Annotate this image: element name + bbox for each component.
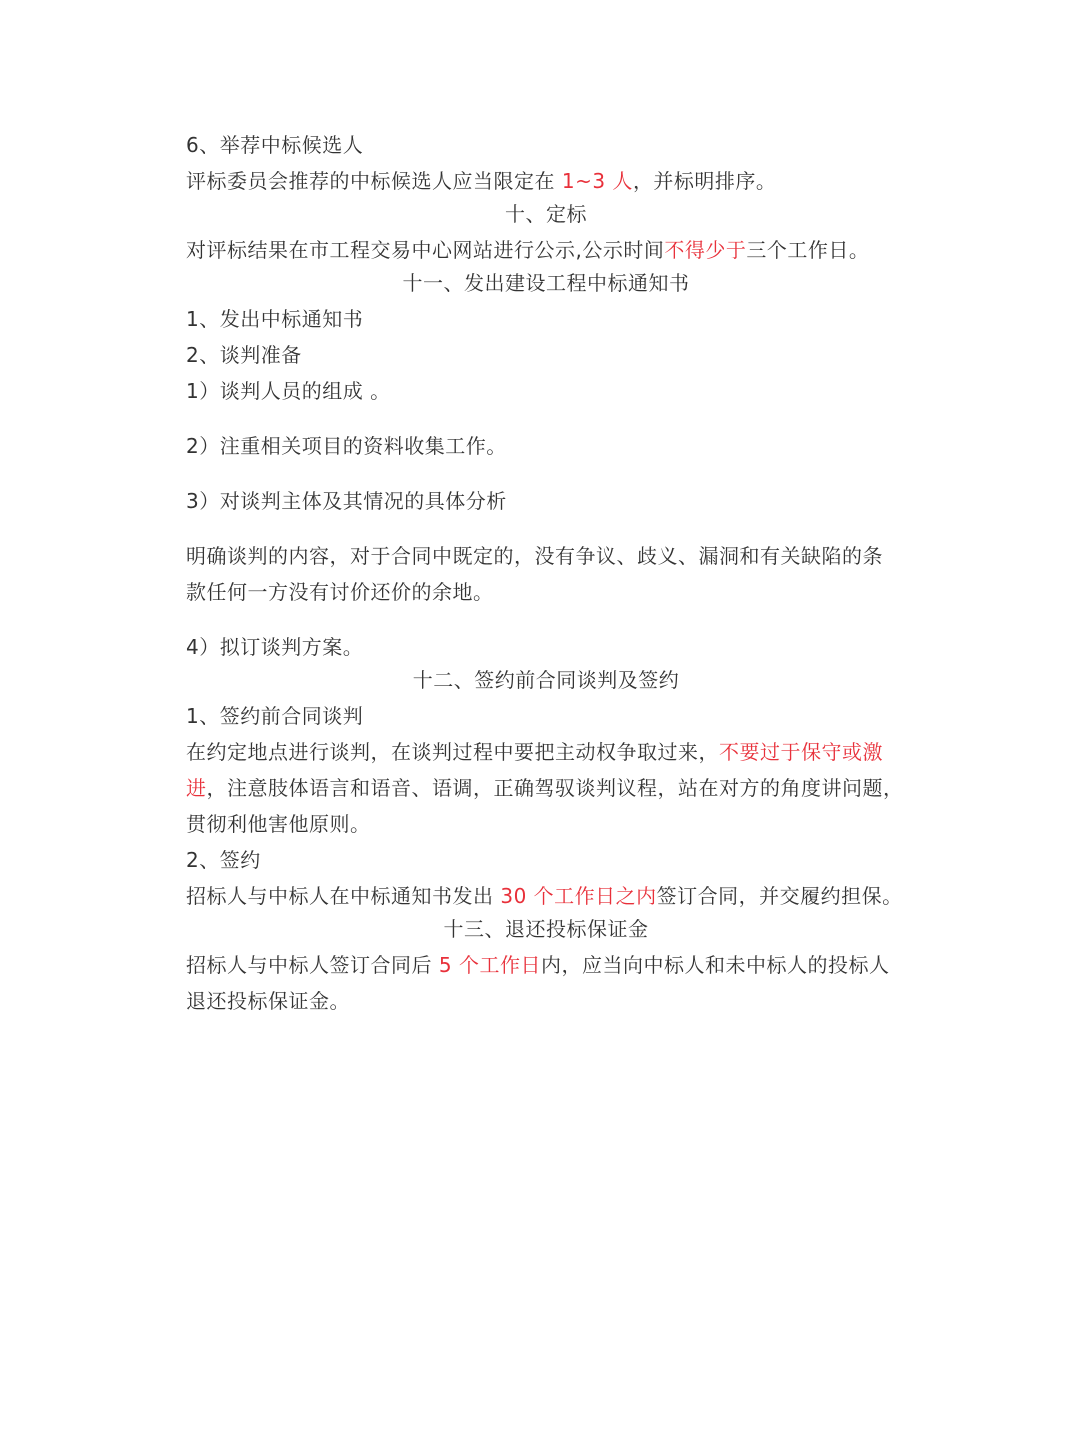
- section-10-title: 十、定标: [505, 202, 587, 226]
- section-12-body-text: 招标人与中标人在中标通知书发出: [186, 884, 501, 908]
- section-11-sub-1: 1）谈判人员的组成 。: [186, 379, 391, 403]
- section-11-paragraph-line-2: 款任何一方没有讨价还价的余地。: [186, 580, 494, 604]
- candidate-count-highlight: 1~3 人: [561, 169, 633, 193]
- section-12-paragraph-line-1: [186, 734, 906, 770]
- section-13-body-line-2: 退还投标保证金。: [186, 989, 350, 1013]
- section-10-body-text: 对评标结果在市工程交易中心网站进行公示,公示时间: [186, 238, 665, 262]
- section-10-body: [186, 232, 906, 268]
- publicity-period-highlight: 不得少于: [664, 238, 747, 262]
- negotiation-advice-highlight-end: 进: [186, 776, 207, 800]
- section-6-body-tail: ，并标明排序。: [632, 169, 777, 193]
- section-6-heading: 6、举荐中标候选人: [186, 133, 364, 157]
- section-11-title: 十一、发出建设工程中标通知书: [402, 271, 690, 295]
- section-13-body-text: 招标人与中标人签订合同后: [186, 953, 439, 977]
- section-11-item-1: 1、发出中标通知书: [186, 307, 364, 331]
- section-12-body: [186, 878, 906, 914]
- section-6-body-text: 评标委员会推荐的中标候选人应当限定在: [186, 169, 562, 193]
- section-13-body-line-1: [186, 947, 906, 983]
- section-10-body-tail: 三个工作日。: [746, 238, 870, 262]
- section-12-paragraph-line-2: [186, 770, 906, 806]
- section-11-sub-2: 2）注重相关项目的资料收集工作。: [186, 434, 507, 458]
- document-page: [186, 0, 906, 1440]
- section-12-paragraph-text: 在约定地点进行谈判，在谈判过程中要把主动权争取过来，: [186, 740, 719, 764]
- section-13-body-tail: 内，应当向中标人和未中标人的投标人: [540, 953, 890, 977]
- section-11-sub-3: 3）对谈判主体及其情况的具体分析: [186, 489, 507, 513]
- section-12-item-1: 1、签约前合同谈判: [186, 704, 364, 728]
- section-12-item-2: 2、签约: [186, 848, 261, 872]
- negotiation-advice-highlight: 不要过于保守或激: [719, 740, 883, 764]
- section-12-paragraph-line-3: 贯彻利他害他原则。: [186, 812, 371, 836]
- contract-deadline-highlight: 30 个工作日之内: [500, 884, 657, 908]
- section-6-body: [186, 163, 906, 199]
- section-12-body-tail: 签订合同，并交履约担保。: [656, 884, 903, 908]
- section-11-paragraph-line-1: 明确谈判的内容，对于合同中既定的，没有争议、歧义、漏洞和有关缺陷的条: [186, 544, 883, 568]
- section-11-item-2: 2、谈判准备: [186, 343, 302, 367]
- refund-deadline-highlight: 5 个工作日: [438, 953, 541, 977]
- section-12-title: 十二、签约前合同谈判及签约: [412, 668, 680, 692]
- section-12-paragraph-text-2: ，注意肢体语言和语音、语调，正确驾驭谈判议程，站在对方的角度讲问题，: [206, 776, 904, 800]
- section-13-title: 十三、退还投标保证金: [443, 917, 649, 941]
- section-11-sub-4: 4）拟订谈判方案。: [186, 635, 364, 659]
